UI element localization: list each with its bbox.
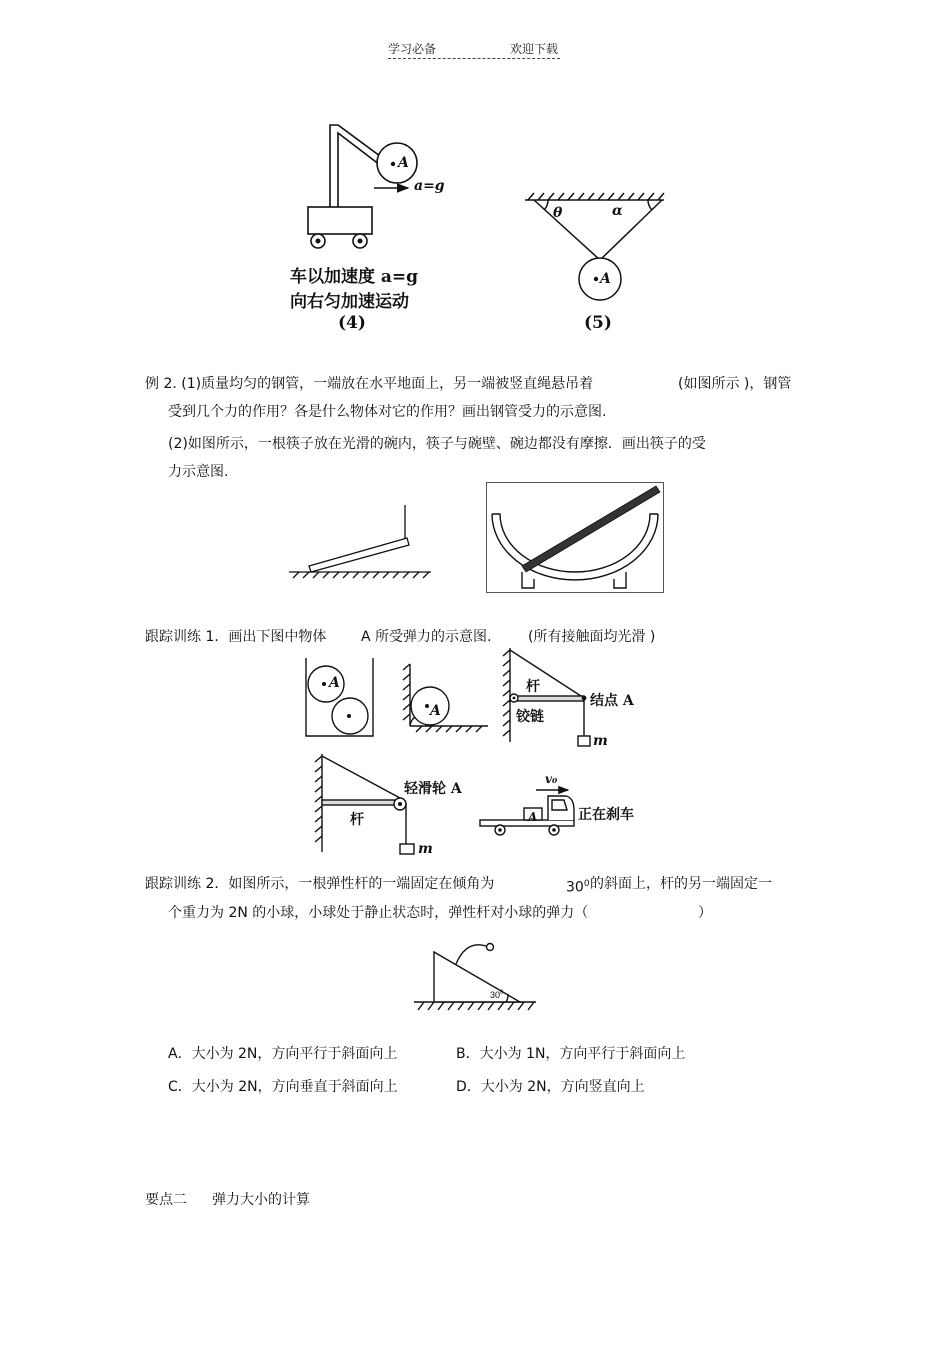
figure-5-hanging-ball (520, 190, 670, 310)
fig4-ball-label: A (398, 155, 409, 171)
practice1-rod-hinge-knot (500, 646, 600, 748)
practice2-angle-sup: 0 (583, 879, 590, 889)
practice1-fig-a-label: A (329, 675, 340, 691)
header-left: 学习必备 (388, 42, 437, 56)
practice2-angle-base: 30 (566, 879, 584, 896)
practice2-incline-angle-base: 30 (490, 990, 501, 1000)
practice1-fig-e-v0-label: v₀ (545, 772, 558, 786)
section2-title: 弹力大小的计算 (212, 1192, 310, 1208)
practice1-fig-b-label: A (430, 703, 441, 719)
practice1-fig-c-hinge-label: 铰链 (516, 709, 544, 725)
fig5-alpha-label: α (612, 203, 623, 219)
practice1-line-b: A 所受弹力的示意图. (361, 629, 492, 645)
header-right: 欢迎下载 (510, 42, 559, 56)
example2-line4: 力示意图. (168, 464, 229, 480)
practice2-incline-angle-sup: 0 (500, 990, 504, 996)
practice2-line1b: 的斜面上，杆的另一端固定一 (590, 876, 772, 892)
section2-number: 要点二 (145, 1192, 187, 1208)
option-c[interactable]: C．大小为 2N，方向垂直于斜面向上 (168, 1079, 398, 1095)
practice2-incline-angle-label (490, 990, 503, 1000)
example2-line1b: (如图所示 )，钢管 (678, 376, 792, 392)
fig5-theta-label: θ (553, 205, 563, 221)
practice2-line1a: 跟踪训练 2．如图所示，一根弹性杆的一端固定在倾角为 (145, 876, 495, 892)
practice1-rod-pulley (312, 752, 422, 856)
example2-steel-pipe-figure (285, 500, 435, 580)
practice1-fig-d-pulley-label: 轻滑轮 A (404, 781, 462, 797)
practice2-line2b: ） (698, 905, 712, 921)
option-b[interactable]: B．大小为 1N，方向平行于斜面向上 (456, 1046, 686, 1062)
practice2-angle (566, 874, 590, 898)
practice1-fig-e-a-label: A (528, 810, 538, 824)
practice1-fig-c-m-label: m (593, 733, 608, 749)
practice1-fig-d-rod-label: 杆 (350, 812, 364, 828)
option-d[interactable]: D．大小为 2N，方向竖直向上 (456, 1079, 645, 1095)
practice1-fig-e-braking-label: 正在刹车 (578, 807, 634, 823)
figure-4-crane-truck (280, 115, 480, 255)
example2-line1a: 例 2. (1)质量均匀的钢管，一端放在水平地面上，另一端被竖直绳悬吊着 (145, 376, 594, 392)
fig5-number: (5) (584, 313, 612, 333)
header-divider (388, 58, 560, 59)
fig5-ball-label: A (600, 271, 611, 287)
practice2-line2a: 个重力为 2N 的小球，小球处于静止状态时，弹性杆对小球的弹力（ (168, 905, 589, 921)
fig4-accel-label: a=g (414, 178, 445, 194)
example2-line2: 受到几个力的作用？各是什么物体对它的作用？画出钢管受力的示意图. (168, 404, 607, 420)
fig4-caption-line1: 车以加速度 a=g (290, 267, 419, 287)
practice2-incline-elastic-rod (410, 938, 538, 1016)
practice1-line-c: (所有接触面均光滑 ) (528, 629, 656, 645)
practice1-fig-c-knot-label: 结点 A (590, 693, 634, 709)
practice1-line-a: 跟踪训练 1．画出下图中物体 (145, 629, 327, 645)
example2-line3: (2)如图所示，一根筷子放在光滑的碗内，筷子与碗壁、碗边都没有摩擦．画出筷子的受 (168, 436, 706, 452)
fig4-number: (4) (338, 313, 366, 333)
example2-chopstick-bowl-figure (486, 482, 664, 594)
practice1-fig-c-rod-label: 杆 (526, 679, 540, 695)
practice1-two-balls-box (302, 656, 377, 738)
practice1-braking-truck (478, 770, 578, 840)
practice1-fig-d-m-label: m (418, 841, 433, 857)
option-a[interactable]: A．大小为 2N，方向平行于斜面向上 (168, 1046, 398, 1062)
fig4-caption-line2: 向右匀加速运动 (290, 292, 409, 312)
practice1-ball-corner (402, 662, 490, 734)
